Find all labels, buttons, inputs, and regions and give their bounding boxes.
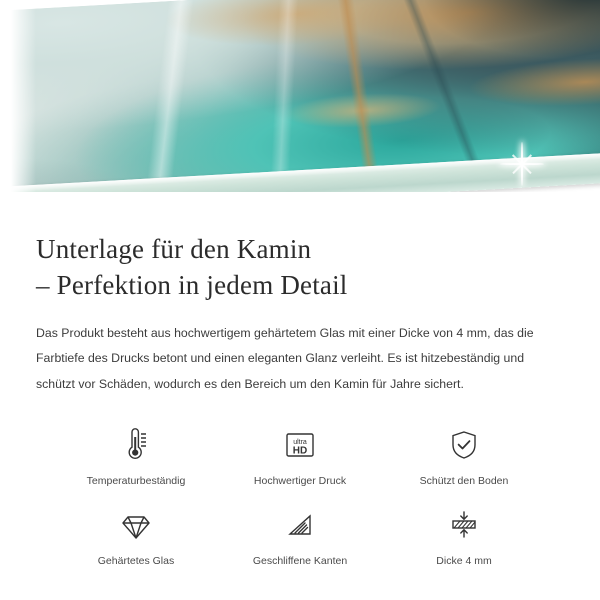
- content-block: [0, 208, 600, 568]
- shield-check-icon: [443, 423, 485, 467]
- headline-line-1: Unterlage für den Kamin: [36, 234, 312, 264]
- thermometer-icon: [115, 423, 157, 467]
- body-text: Das Produkt besteht aus hochwertigem gehärtetem Glas mit einer Dicke von 4 mm, das die Farbtiefe des Drucks betont und einen eleganten Glanz verleiht. Es ist hitzebeständig und schützt vor Schäden, wodurch es den Bereich um den Kamin für Jahre sichert.: [36, 326, 534, 391]
- feature-item: [54, 423, 218, 489]
- feature-label: Dicke 4 mm: [436, 554, 492, 567]
- headline-line-2: – Perfektion in jedem Detail: [36, 269, 348, 300]
- polished-edges-icon: [279, 503, 321, 547]
- feature-item: [382, 503, 546, 569]
- svg-text:HD: HD: [292, 445, 308, 457]
- diamond-icon: [115, 503, 157, 547]
- feature-label: Temperaturbeständig: [86, 474, 186, 487]
- svg-text:ultra: ultra: [293, 438, 307, 446]
- feature-item: [382, 423, 546, 489]
- feature-label: Schützt den Boden: [419, 474, 509, 487]
- thickness-arrows-icon: [443, 503, 485, 547]
- feature-label: Gehärtetes Glas: [97, 554, 175, 567]
- image-fade-left: [0, 0, 36, 208]
- hero-image: [0, 0, 600, 208]
- feature-item: [218, 503, 382, 569]
- ultra-hd-icon: [279, 423, 321, 467]
- feature-item: [218, 423, 382, 489]
- feature-label: Geschliffene Kanten: [252, 554, 348, 567]
- feature-grid: [36, 423, 564, 568]
- feature-label: Hochwertiger Druck: [253, 474, 347, 487]
- page-title: [36, 232, 564, 303]
- feature-item: [54, 503, 218, 569]
- image-fade-bottom: [0, 192, 600, 208]
